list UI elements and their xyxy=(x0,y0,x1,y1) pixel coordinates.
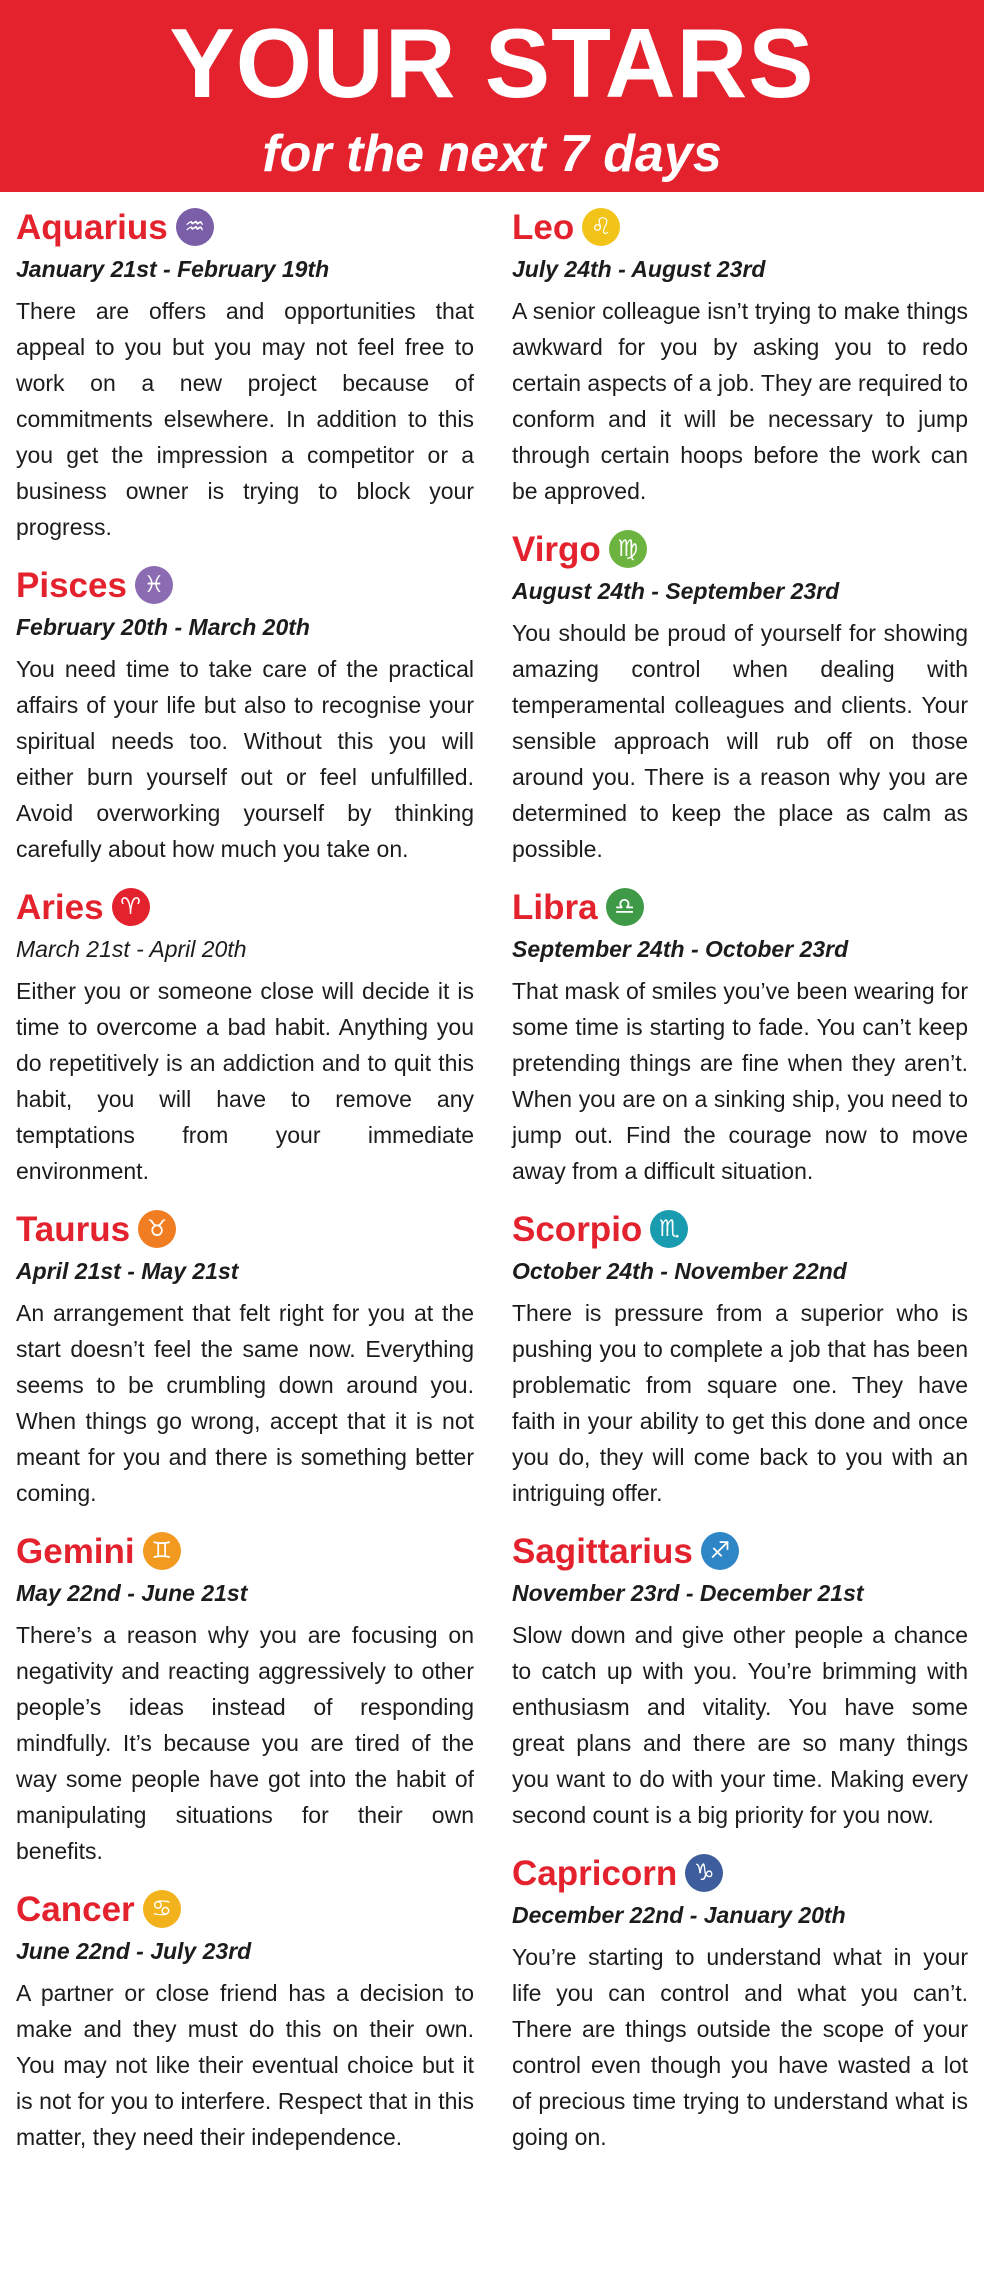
sign-libra xyxy=(512,882,968,1189)
sign-name: Leo xyxy=(512,207,575,247)
sign-capricorn xyxy=(512,1848,968,2155)
sign-horoscope: Either you or someone close will decide it is time to overcome a bad habit. Anything you do repetitively is an addiction and to quit this habit, you will have to remove any temptations from your immediate environment. xyxy=(16,978,474,1184)
sign-aries xyxy=(16,882,474,1189)
sign-name: Cancer xyxy=(16,1889,135,1929)
taurus-icon: ♉ xyxy=(138,1210,176,1248)
sign-dates: May 22nd - June 21st xyxy=(16,1580,248,1606)
page-title: YOUR STARS xyxy=(169,8,815,118)
sign-horoscope: You’re starting to understand what in your life you can control and what you can’t. There are things outside the scope of your control even though you have wasted a lot of precious time trying to understand what is going on. xyxy=(512,1944,968,2150)
sign-aquarius xyxy=(16,202,474,545)
sign-horoscope: You should be proud of yourself for showing amazing control when dealing with temperamental colleagues and clients. Your sensible approach will rub off on those around you. There is a reason why you are determined to keep the place as calm as possible. xyxy=(512,620,968,862)
sign-name: Pisces xyxy=(16,565,127,605)
sign-dates: April 21st - May 21st xyxy=(16,1258,239,1284)
sign-name: Gemini xyxy=(16,1531,135,1571)
virgo-icon: ♍ xyxy=(609,530,647,568)
sign-name: Libra xyxy=(512,887,598,927)
sign-horoscope: Slow down and give other people a chance to catch up with you. You’re brimming with enthusiasm and vitality. You have some great plans and there are so many things you want to do with your time. Making every second count is a big priority for you now. xyxy=(512,1622,968,1828)
scorpio-icon: ♏ xyxy=(650,1210,688,1248)
libra-icon: ♎ xyxy=(606,888,644,926)
sign-dates: November 23rd - December 21st xyxy=(512,1580,864,1606)
sign-dates: December 22nd - January 20th xyxy=(512,1902,846,1928)
leo-icon: ♌ xyxy=(582,208,620,246)
pisces-icon: ♓ xyxy=(135,566,173,604)
sign-dates: June 22nd - July 23rd xyxy=(16,1938,252,1964)
sign-virgo xyxy=(512,524,968,867)
sign-name: Capricorn xyxy=(512,1853,678,1893)
sign-horoscope: A senior colleague isn’t trying to make things awkward for you by asking you to redo certain aspects of a job. They are required to conform and it will be necessary to jump through certain hoops before the work can be approved. xyxy=(512,298,969,504)
sign-gemini xyxy=(16,1526,474,1869)
sign-name: Taurus xyxy=(16,1209,131,1249)
sign-name: Sagittarius xyxy=(512,1531,693,1571)
capricorn-icon: ♑ xyxy=(685,1854,723,1892)
sagittarius-icon: ♐ xyxy=(701,1532,739,1570)
sign-horoscope: A partner or close friend has a decision to make and they must do this on their own. You may not like their eventual choice but it is not for you to interfere. Respect that in this matter, they need their independence. xyxy=(16,1980,474,2150)
sign-horoscope: There is pressure from a superior who is pushing you to complete a job that has been problematic from square one. They have faith in your ability to get this done and once you do, they will come back to you with an intriguing offer. xyxy=(512,1300,968,1506)
sign-taurus xyxy=(16,1204,474,1511)
sign-scorpio xyxy=(512,1204,968,1511)
sign-dates: October 24th - November 22nd xyxy=(512,1258,847,1284)
sign-sagittarius xyxy=(512,1526,968,1833)
sign-horoscope: That mask of smiles you’ve been wearing for some time is starting to fade. You can’t keep pretending things are fine when they aren’t. When you are on a sinking ship, you need to jump out. Find the courage now to move away from a difficult situation. xyxy=(512,978,968,1184)
sign-dates: February 20th - March 20th xyxy=(16,614,310,640)
sign-horoscope: An arrangement that felt right for you at the start doesn’t feel the same now. Everything seems to be crumbling down around you. When things go wrong, accept that it is not meant for you and there is something better coming. xyxy=(16,1300,474,1506)
header-banner xyxy=(0,0,984,192)
sign-pisces xyxy=(16,560,474,867)
sign-horoscope: There’s a reason why you are focusing on negativity and reacting aggressively to other people’s ideas instead of responding mindfully. It’s because you are tired of the way some people have got into the habit of manipulating situations for their own benefits. xyxy=(16,1622,474,1864)
left-column xyxy=(16,202,474,2170)
page-subtitle: for the next 7 days xyxy=(262,125,722,183)
sign-dates: July 24th - August 23rd xyxy=(512,256,766,282)
right-column xyxy=(512,202,968,2170)
sign-dates: August 24th - September 23rd xyxy=(512,578,840,604)
sign-cancer xyxy=(16,1884,474,2155)
aquarius-icon: ♒ xyxy=(176,208,214,246)
sign-name: Aries xyxy=(16,887,104,927)
gemini-icon: ♊ xyxy=(143,1532,181,1570)
sign-horoscope: You need time to take care of the practical affairs of your life but also to recognise your spiritual needs too. Without this you will either burn yourself out or feel unfulfilled. Avoid overworking yourself by thinking carefully about how much you take on. xyxy=(16,656,474,862)
sign-name: Aquarius xyxy=(16,207,168,247)
sign-name: Scorpio xyxy=(512,1209,643,1249)
cancer-icon: ♋ xyxy=(143,1890,181,1928)
sign-name: Virgo xyxy=(512,529,601,569)
sign-dates: March 21st - April 20th xyxy=(16,936,247,962)
sign-horoscope: There are offers and opportunities that appeal to you but you may not feel free to work on a new project because of commitments elsewhere. In addition to this you get the impression a competitor or a business owner is trying to block your progress. xyxy=(16,298,474,540)
sign-leo xyxy=(512,202,968,509)
sign-dates: January 21st - February 19th xyxy=(16,256,330,282)
sign-dates: September 24th - October 23rd xyxy=(512,936,849,962)
aries-icon: ♈ xyxy=(112,888,150,926)
